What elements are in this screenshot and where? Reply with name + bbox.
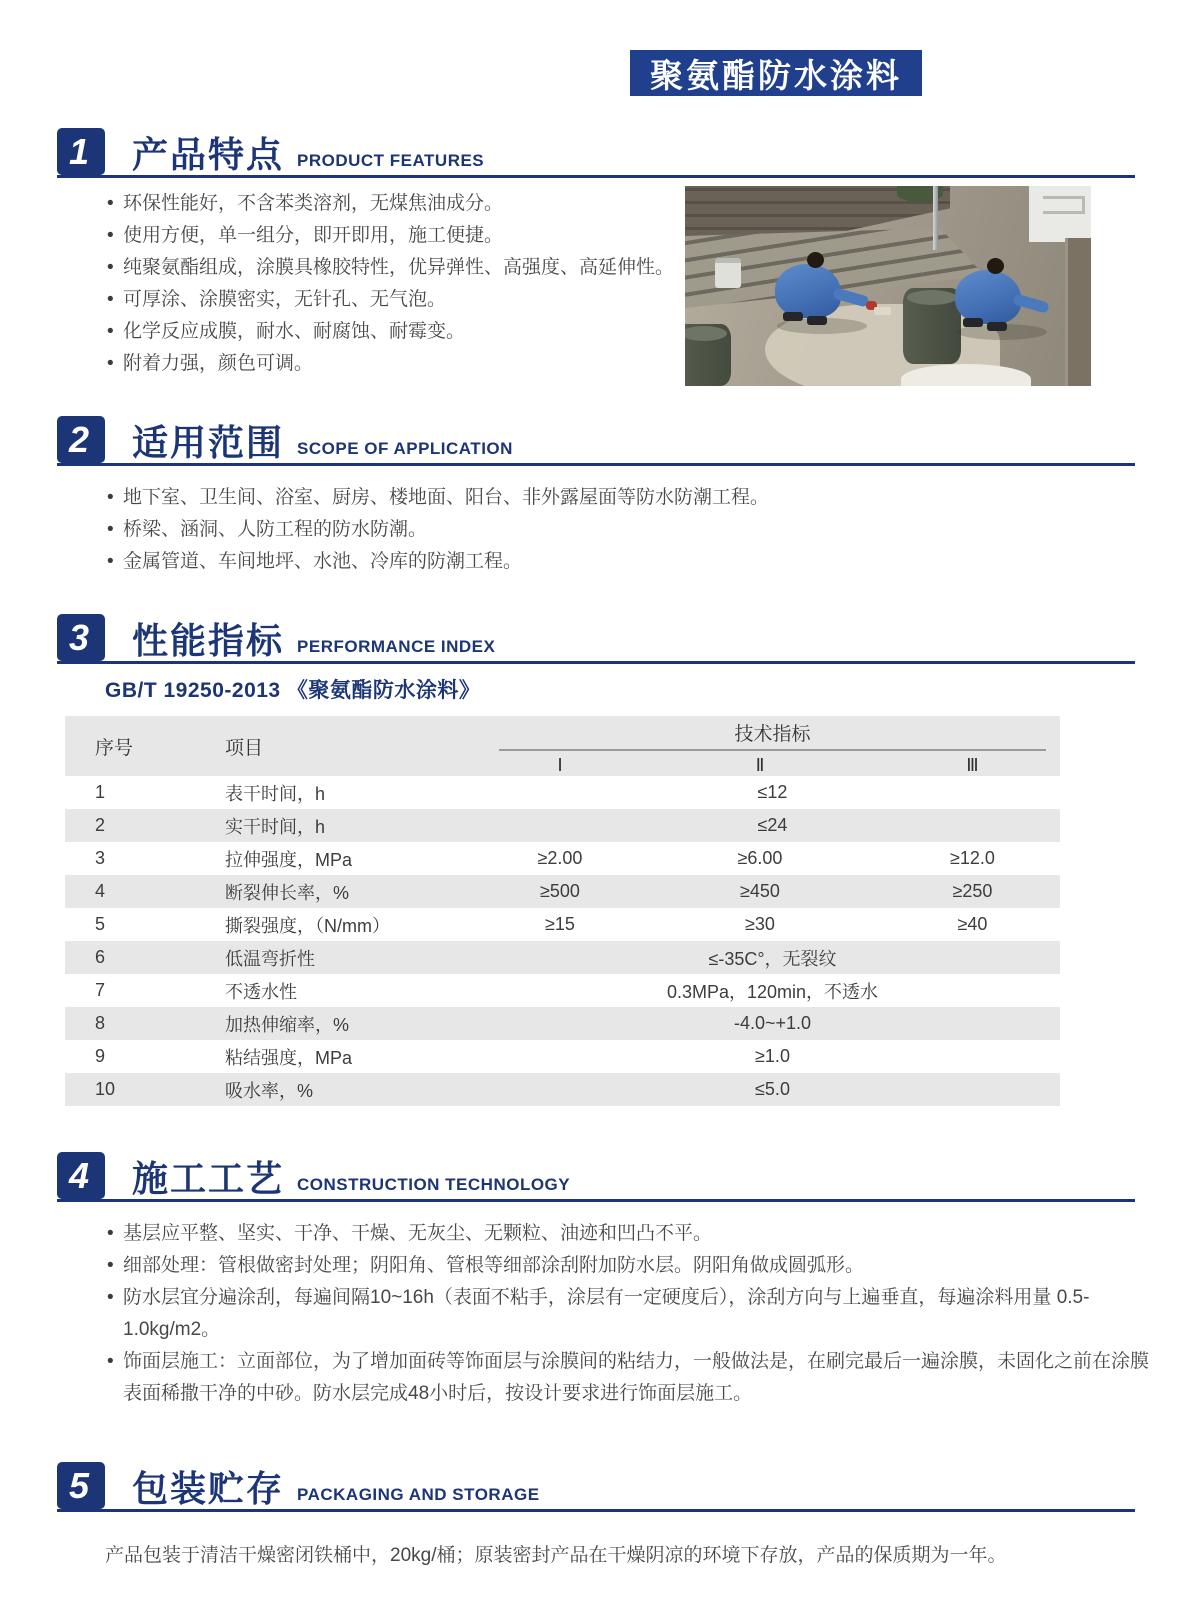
cell-no: 3	[95, 848, 106, 868]
construction-technology-list	[105, 1218, 1165, 1410]
list-item: • 纯聚氨酯组成，涂膜具橡胶特性，优异弹性、高强度、高延伸性。	[105, 252, 690, 284]
section-3-header	[57, 614, 1135, 664]
cell-no: 6	[95, 947, 106, 967]
section-2-title-cn: 适用范围	[132, 422, 285, 463]
cell-value: ≤5.0	[755, 1079, 790, 1099]
cell-value-1: ≥500	[540, 881, 580, 901]
section-4-title-en: CONSTRUCTION TECHNOLOGY	[297, 1175, 571, 1194]
performance-index-table	[65, 716, 1060, 1106]
cell-item: 撕裂强度，（N/mm）	[225, 915, 390, 936]
tech-header-divider	[499, 749, 1046, 751]
cell-item: 实干时间，h	[225, 816, 326, 837]
column-header-class-2: Ⅱ	[755, 754, 765, 775]
photo-pole	[933, 186, 938, 250]
table-row	[65, 842, 1060, 875]
cell-value: -4.0~+1.0	[733, 1013, 812, 1033]
list-item: • 细部处理：管根做密封处理；阴阳角、管根等细部涂刮附加防水层。阴阳角做成圆弧形。	[105, 1250, 1165, 1282]
cell-item: 吸水率，%	[225, 1080, 314, 1101]
list-item: • 使用方便，单一组分，即开即用，施工便捷。	[105, 220, 690, 252]
photo-worker-right	[953, 258, 1083, 348]
list-item: • 金属管道、车间地坪、水池、冷库的防潮工程。	[105, 546, 1200, 578]
photo-white-object	[901, 364, 1031, 386]
list-item: • 附着力强，颜色可调。	[105, 348, 690, 380]
photo-worker-left	[773, 252, 903, 342]
cell-item: 表干时间，h	[225, 783, 326, 804]
section-3-number-badge: 3	[57, 614, 105, 661]
photo-worker-foot	[783, 312, 803, 321]
section-2-header	[57, 416, 1135, 466]
cell-value: ≤24	[757, 815, 788, 835]
table-header	[65, 716, 1060, 776]
cell-no: 10	[95, 1079, 116, 1099]
photo-worker-head	[987, 258, 1004, 274]
standard-reference: GB/T 19250-2013 《聚氨酯防水涂料》	[105, 679, 481, 702]
section-2-title-en: SCOPE OF APPLICATION	[297, 439, 513, 458]
cell-item: 拉伸强度，MPa	[225, 849, 353, 870]
cell-value: ≥1.0	[755, 1046, 790, 1066]
cell-item: 粘结强度，MPa	[225, 1047, 353, 1068]
section-1-body	[105, 188, 1200, 392]
cell-value-2: ≥30	[745, 914, 775, 934]
column-header-no: 序号	[95, 737, 134, 759]
table-row	[65, 1007, 1060, 1040]
list-item: • 化学反应成膜，耐水、耐腐蚀、耐霉变。	[105, 316, 690, 348]
photo-worker-body	[775, 264, 841, 318]
photo-wall-corner	[1029, 186, 1091, 242]
section-4-number-badge: 4	[57, 1152, 105, 1199]
photo-worker-brush	[874, 307, 891, 315]
list-item: • 防水层宜分遍涂刮，每遍间隔10~16h（表面不粘手，涂层有一定硬度后），涂刮方向与上遍垂直，每遍涂料用量 0.5-1.0kg/m2。	[105, 1282, 1165, 1346]
section-1-title-en: PRODUCT FEATURES	[297, 151, 485, 170]
cell-value: 0.3MPa，120min，不透水	[666, 981, 879, 1002]
photo-worker-foot	[807, 316, 827, 325]
section-3-title-cn: 性能指标	[132, 620, 285, 661]
photo-worker-head	[807, 252, 824, 268]
cell-no: 7	[95, 980, 106, 1000]
section-5-number-badge: 5	[57, 1462, 105, 1509]
list-item: • 基层应平整、坚实、干净、干燥、无灰尘、无颗粒、油迹和凹凸不平。	[105, 1218, 1165, 1250]
cell-value-2: ≥6.00	[737, 848, 783, 868]
cell-value: ≤-35C°，无裂纹	[708, 948, 837, 969]
table-row	[65, 776, 1060, 809]
section-2-number-badge: 2	[57, 416, 105, 463]
section-5-header	[57, 1462, 1135, 1512]
cell-value-3: ≥250	[952, 881, 993, 901]
cell-item: 不透水性	[225, 981, 297, 1002]
cell-no: 8	[95, 1013, 106, 1033]
photo-railing	[1043, 196, 1085, 214]
cell-no: 9	[95, 1046, 106, 1066]
cell-value-1: ≥15	[545, 914, 575, 934]
section-3-title-en: PERFORMANCE INDEX	[297, 637, 496, 656]
scope-of-application-list	[105, 482, 1200, 578]
cell-no: 4	[95, 881, 106, 901]
section-5-title-en: PACKAGING AND STORAGE	[297, 1485, 540, 1504]
column-header-tech-group	[485, 717, 1060, 776]
packaging-storage-text: 产品包装于清洁干燥密闭铁桶中，20kg/桶；原装密封产品在干燥阴凉的环境下存放，产品的保质期为一年。	[105, 1545, 1007, 1566]
table-body	[65, 776, 1060, 1106]
photo-worker-body	[955, 270, 1021, 324]
list-item: • 饰面层施工：立面部位，为了增加面砖等饰面层与涂膜间的粘结力，一般做法是，在刷完最后一遍涂膜，未固化之前在涂膜表面稀撒干净的中砂。防水层完成48小时后，按设计要求进行饰面层施工。	[105, 1346, 1165, 1410]
photo-worker-foot	[963, 318, 983, 327]
photo-barrel-lid	[907, 290, 957, 305]
section-1-number-badge: 1	[57, 128, 105, 175]
table-row	[65, 809, 1060, 842]
cell-value-3: ≥40	[957, 914, 988, 934]
cell-item: 断裂伸长率，%	[225, 882, 350, 903]
photo-barrel-lid	[685, 326, 727, 341]
table-row	[65, 1073, 1060, 1106]
page-title: 聚氨酯防水涂料	[630, 50, 922, 96]
cell-item: 加热伸缩率，%	[225, 1014, 350, 1035]
column-header-class-1: Ⅰ	[557, 754, 563, 775]
section-1-header	[57, 128, 1135, 178]
photo-barrel	[685, 324, 731, 386]
table-row	[65, 1040, 1060, 1073]
cell-value: ≤12	[757, 782, 788, 802]
table-row	[65, 875, 1060, 908]
table-row	[65, 974, 1060, 1007]
cell-no: 5	[95, 914, 106, 934]
column-header-item: 项目	[225, 737, 264, 759]
product-features-list	[105, 188, 690, 380]
list-item: • 环保性能好，不含苯类溶剂，无煤焦油成分。	[105, 188, 690, 220]
product-photo	[685, 186, 1091, 386]
tech-subheaders	[485, 755, 1060, 776]
column-header-class-3: Ⅲ	[966, 754, 979, 775]
section-5-title-cn: 包装贮存	[132, 1468, 285, 1509]
cell-item: 低温弯折性	[225, 948, 315, 969]
cell-no: 2	[95, 815, 106, 835]
column-header-tech: 技术指标	[734, 723, 811, 745]
cell-value-2: ≥450	[740, 881, 780, 901]
list-item: • 可厚涂、涂膜密实，无针孔、无气泡。	[105, 284, 690, 316]
photo-worker-foot	[987, 322, 1007, 331]
cell-value-1: ≥2.00	[537, 848, 583, 868]
list-item: • 地下室、卫生间、浴室、厨房、楼地面、阳台、非外露屋面等防水防潮工程。	[105, 482, 1200, 514]
list-item: • 桥梁、涵洞、人防工程的防水防潮。	[105, 514, 1200, 546]
section-4-title-cn: 施工工艺	[132, 1158, 285, 1199]
section-1-title-cn: 产品特点	[132, 134, 285, 175]
section-4-header	[57, 1152, 1135, 1202]
table-row	[65, 908, 1060, 941]
cell-value-3: ≥12.0	[950, 848, 995, 868]
photo-paint-bucket	[715, 258, 741, 288]
cell-no: 1	[95, 782, 106, 802]
table-row	[65, 941, 1060, 974]
